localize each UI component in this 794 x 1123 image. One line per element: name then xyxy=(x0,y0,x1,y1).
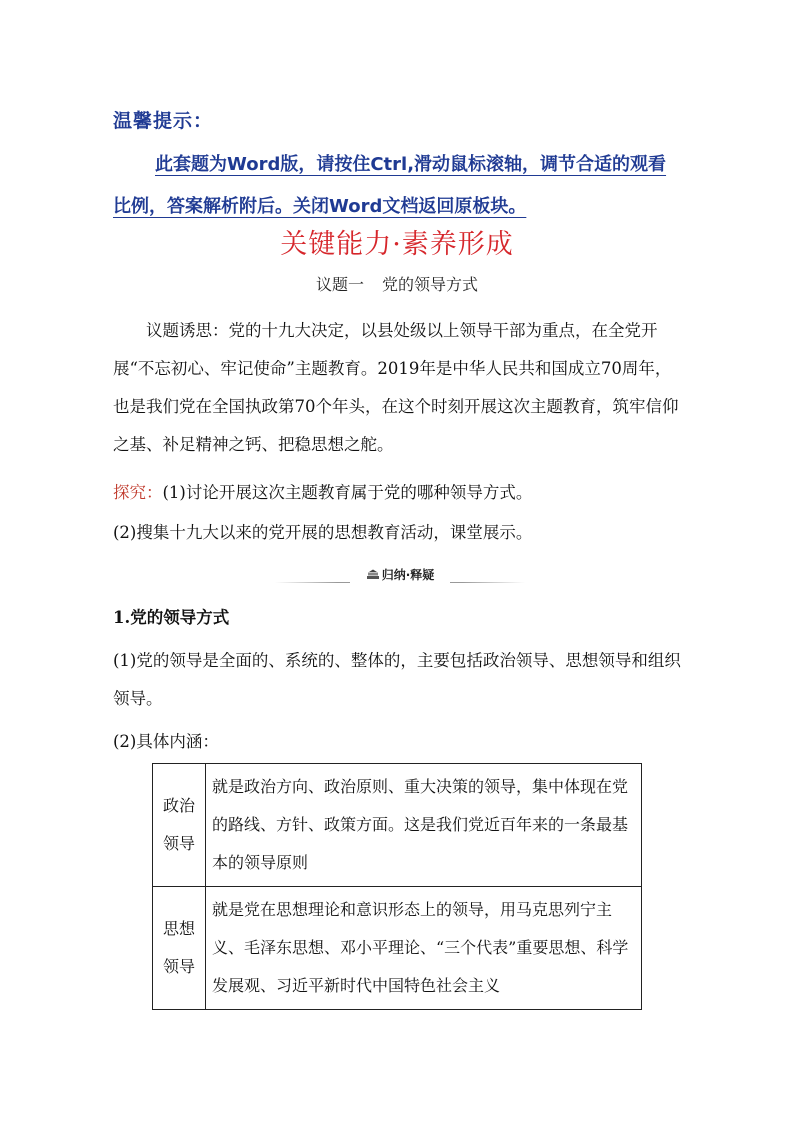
leadership-table xyxy=(152,763,642,1010)
category-line-2: 领导 xyxy=(162,834,195,853)
point1-paragraph-1: (1)党的领导是全面的、系统的、整体的，主要包括政治领导、思想领导和组织领导。 xyxy=(113,651,681,708)
category-line-1: 思想 xyxy=(162,919,195,938)
topic-label: 议题一 xyxy=(315,275,364,294)
table-description-cell: 就是党在思想理论和意识形态上的领导，用马克思列宁主义、毛泽东思想、邓小平理论、“三个代表”重要思想、科学发展观、习近平新时代中国特色社会主义 xyxy=(206,887,642,1010)
intro-paragraph: 议题诱思：党的十九大决定，以县处级以上领导干部为重点，在全党开展“不忘初心、牢记使命”主题教育。2019年是中华人民共和国成立70周年，也是我们党在全国执政第70个年头，在这个时刻开展这次主题教育，筑牢信仰之基、补足精神之钙、把稳思想之舵。 xyxy=(113,321,679,454)
table-category-cell xyxy=(153,887,206,1010)
explore-question-2: (2)搜集十九大以来的党开展的思想教育活动，课堂展示。 xyxy=(113,523,533,542)
tip-body: 此套题为Word版，请按住Ctrl,滑动鼠标滚轴，调节合适的观看比例，答案解析附后。关闭Word文档返回原板块。 xyxy=(113,154,667,217)
tip-title: 温馨提示： xyxy=(113,110,214,132)
category-line-2: 领导 xyxy=(162,957,195,976)
topic-name: 党的领导方式 xyxy=(382,275,479,294)
divider-label xyxy=(350,566,450,584)
point1-paragraph-2: (2)具体内涵： xyxy=(113,732,219,751)
explore-question-1 xyxy=(113,474,683,512)
explore-q1-text: (1)讨论开展这次主题教育属于党的哪种领导方式。 xyxy=(162,483,533,502)
table-row xyxy=(153,887,642,1010)
point1-heading: 1.党的领导方式 xyxy=(113,608,230,627)
table-row xyxy=(153,764,642,887)
category-line-1: 政治 xyxy=(162,796,195,815)
divider-label-text: 归纳·释疑 xyxy=(381,568,435,582)
topic-title xyxy=(0,272,794,295)
book-stack-icon xyxy=(366,569,380,581)
table-category-cell xyxy=(153,764,206,887)
explore-label: 探究： xyxy=(113,483,163,502)
section-divider xyxy=(275,566,525,590)
section-title: 关键能力·素养形成 xyxy=(280,229,514,260)
table-description-cell: 就是政治方向、政治原则、重大决策的领导，集中体现在党的路线、方针、政策方面。这是我们党近百年来的一条最基本的领导原则 xyxy=(206,764,642,887)
